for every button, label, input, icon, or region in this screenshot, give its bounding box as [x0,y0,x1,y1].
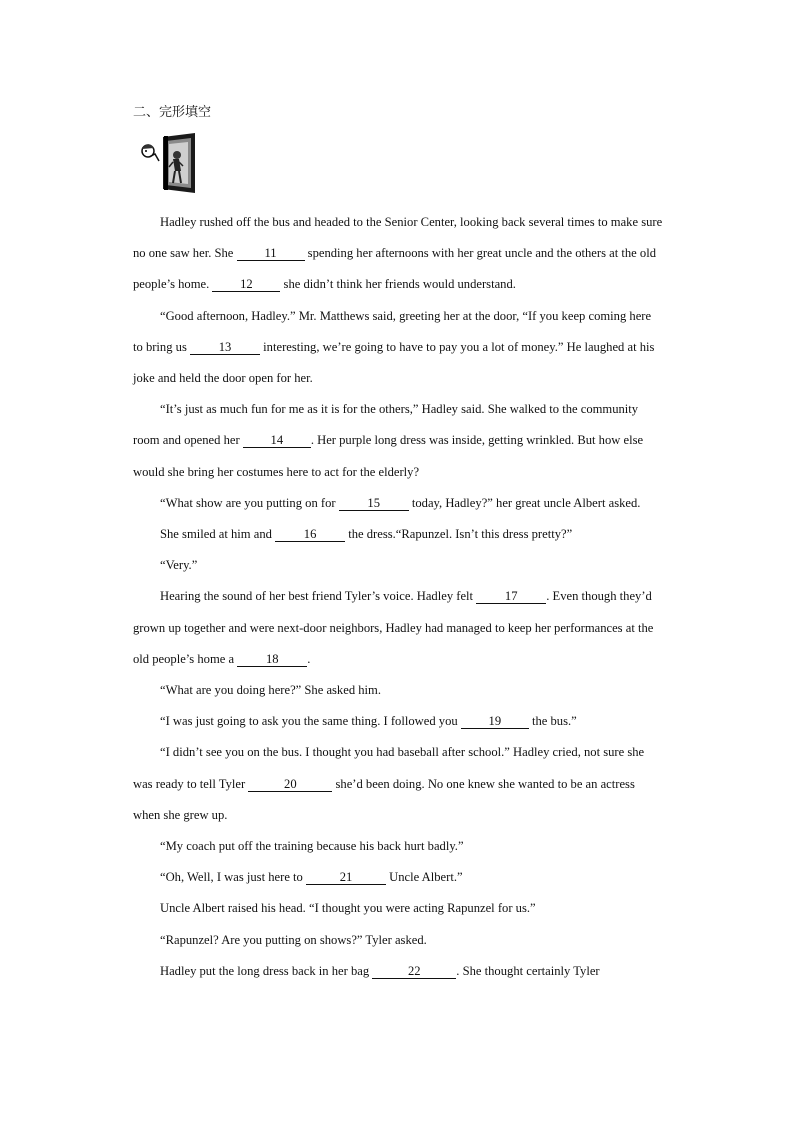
paragraph-text: . Her purple long dress was inside, getting wrinkled. But how else would she bring her costumes here to act for the elderly? [133,433,644,479]
passage [133,207,663,987]
answer-blank[interactable]: 13 [190,340,260,355]
passage-paragraph [133,394,663,488]
answer-blank[interactable]: 18 [237,652,307,667]
paragraph-text: “Rapunzel? Are you putting on shows?” Tyler asked. [160,932,427,947]
answer-blank[interactable]: 15 [339,496,409,511]
answer-blank[interactable]: 16 [275,527,345,542]
door-girl-illustration [133,131,201,195]
passage-paragraph [133,956,663,987]
passage-paragraph [133,737,663,831]
paragraph-text: “Oh, Well, I was just here to [160,870,306,885]
passage-paragraph [133,831,663,862]
answer-blank[interactable]: 20 [248,777,332,792]
passage-paragraph [133,301,663,395]
answer-blank[interactable]: 17 [476,589,546,604]
answer-blank[interactable]: 14 [243,433,311,448]
paragraph-text: “Very.” [160,558,198,573]
paragraph-text: “Good afternoon, Hadley.” Mr. Matthews said, greeting her at the door, “If you keep coming here to bring us [133,308,652,354]
paragraph-text: the dress.“Rapunzel. Isn’t this dress pretty?” [345,527,573,542]
passage-paragraph [133,675,663,706]
paragraph-text: spending her afternoons with her great uncle and the others at the old people’s home. [133,246,656,292]
paragraph-text: she didn’t think her friends would understand. [280,277,516,292]
passage-paragraph [133,925,663,956]
answer-blank[interactable]: 21 [306,870,386,885]
paragraph-text: Hearing the sound of her best friend Tyler’s voice. Hadley felt [160,589,477,604]
answer-blank[interactable]: 19 [461,714,529,729]
answer-blank[interactable]: 11 [237,246,305,261]
passage-paragraph [133,207,663,301]
paragraph-text: today, Hadley?” her great uncle Albert asked. [408,495,641,510]
passage-paragraph [133,488,663,519]
section-title: 二、完形填空 [133,105,212,120]
answer-blank[interactable]: 22 [372,964,456,979]
paragraph-text: she’d been doing. No one knew she wanted to be an actress when she grew up. [133,776,635,822]
paragraph-text: Uncle Albert.” [386,870,463,885]
paragraph-text: She smiled at him and [160,527,276,542]
paragraph-text: the bus.” [528,714,577,729]
paragraph-text: “What are you doing here?” She asked him. [160,683,382,698]
paragraph-text: Hadley rushed off the bus and headed to the Senior Center, looking back several times to make sure no one saw her. She [133,215,663,261]
paragraph-text: “What show are you putting on for [160,495,339,510]
paragraph-text: “My coach put off the training because his back hurt badly.” [160,839,464,854]
passage-paragraph [133,893,663,924]
paragraph-text: Uncle Albert raised his head. “I thought you were acting Rapunzel for us.” [160,901,536,916]
paragraph-text: “It’s just as much fun for me as it is for the others,” Hadley said. She walked to the community room and opened her [133,402,639,448]
passage-paragraph [133,581,663,675]
paragraph-text: . [307,651,311,666]
passage-paragraph [133,519,663,550]
paragraph-text: interesting, we’re going to have to pay you a lot of money.” He laughed at his joke and held the door open for her. [133,339,655,386]
paragraph-text: Hadley put the long dress back in her bag [160,963,373,978]
passage-paragraph [133,862,663,893]
paragraph-text: “I didn’t see you on the bus. I thought you had baseball after school.” Hadley cried, not sure she was ready to tell Tyler [133,745,645,791]
paragraph-text: . Even though they’d grown up together and were next-door neighbors, Hadley had managed to keep her performances at the old people’s home a [133,589,654,666]
paragraph-text: . She thought certainly Tyler [456,963,600,978]
answer-blank[interactable]: 12 [212,277,280,292]
passage-paragraph [133,706,663,737]
passage-paragraph [133,550,663,581]
paragraph-text: “I was just going to ask you the same thing. I followed you [160,714,461,729]
